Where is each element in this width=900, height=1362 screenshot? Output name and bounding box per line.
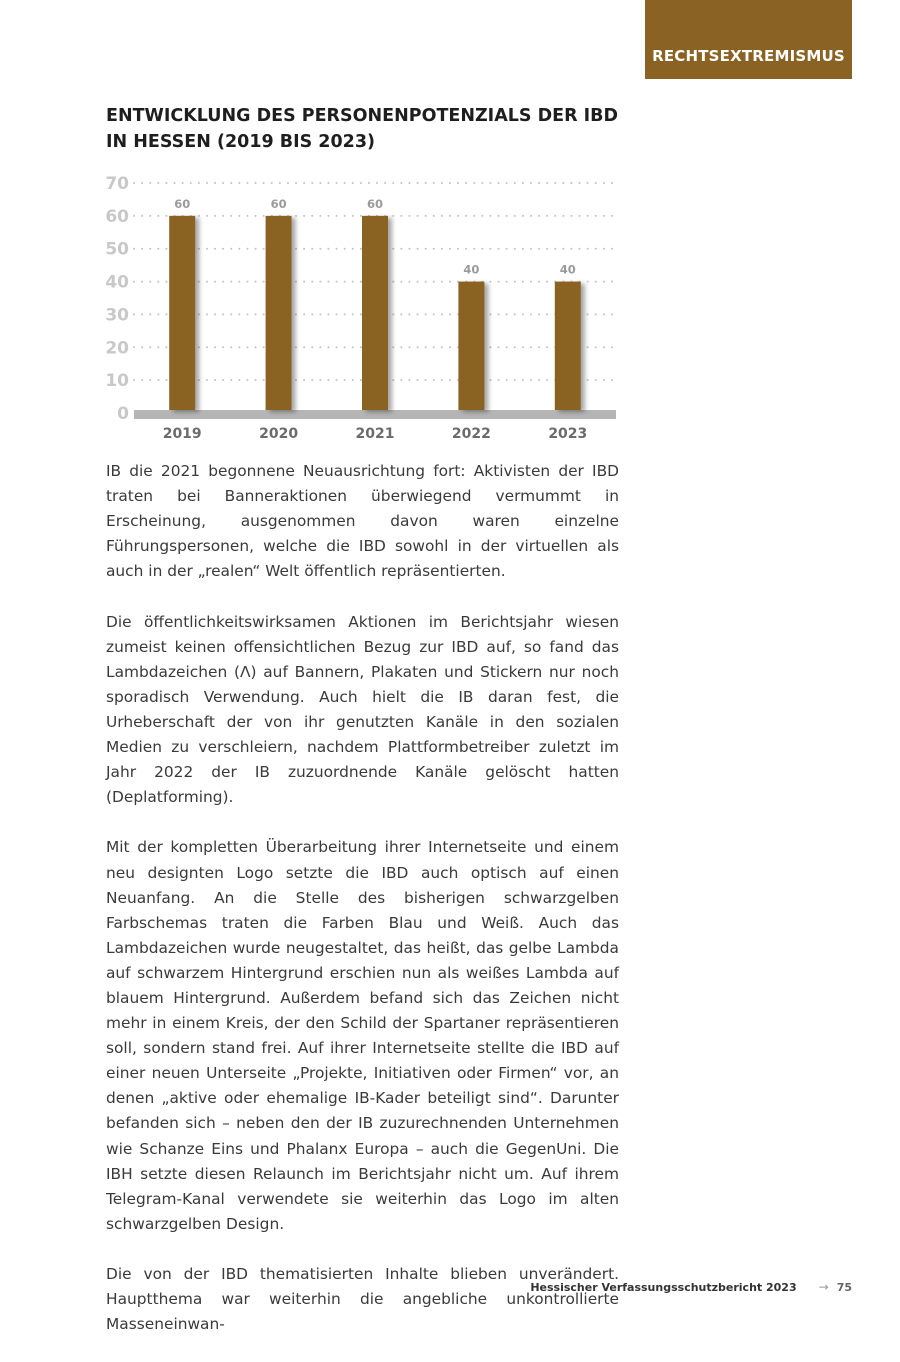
y-tick-label: 10 [105, 371, 129, 392]
publication-name: Hessischer Verfassungsschutzbericht 2023 [530, 1280, 797, 1294]
x-tick-label: 2019 [162, 426, 202, 442]
data-label: 40 [463, 262, 480, 277]
data-label: 60 [366, 196, 384, 211]
arrow-right-icon: → [818, 1280, 829, 1294]
paragraph-4: Die von der IBD thematisierten Inhalte blieben unverändert. Hauptthema war weiterhin die angebliche unkontrollierte Masseneinwan- [106, 1265, 619, 1334]
bar [555, 282, 581, 410]
bar [458, 282, 484, 410]
x-tick-label: 2022 [451, 426, 491, 442]
x-tick-label: 2021 [355, 426, 395, 442]
page-number: 75 [836, 1280, 852, 1294]
y-tick-label: 60 [105, 206, 129, 227]
paragraph-2: Die öffentlichkeitswirksamen Aktionen im Berichtsjahr wiesen zumeist keinen offensichtlichen Bezug zur IBD auf, so fand das Lambdazeichen (Λ) auf Bannern, Plakaten und Stickern nur noch sporadisch Verwendung. Auch hielt die IB daran fest, die Urheberschaft der von ihr genutzten Kanäle in den sozialen Medien zu verschleiern, nachdem Plattformbetreiber zuletzt im Jahr 2022 der IB zuzuordnende Kanäle gelöscht hatten (Deplatforming). [106, 612, 619, 807]
bar-chart [100, 168, 630, 453]
section-tab [645, 0, 852, 79]
y-tick-label: 70 [105, 174, 129, 194]
data-label: 60 [174, 196, 191, 211]
section-tab-label: RECHTSEXTREMISMUS [652, 47, 845, 65]
chart-title: ENTWICKLUNG DES PERSONENPOTENZIALS DER IBD IN HESSEN (2019 BIS 2023) [106, 106, 619, 152]
data-label: 60 [270, 196, 287, 211]
x-tick-label: 2023 [548, 426, 588, 442]
y-tick-label: 40 [105, 272, 129, 293]
data-label: 40 [559, 262, 576, 277]
body-text [106, 459, 619, 1362]
paragraph-1: IB die 2021 begonnene Neuausrichtung fort: Aktivisten der IBD traten bei Banneraktionen überwiegend vermummt in Erscheinung, ausgenommen davon waren einzelne Führungspersonen, welche die IBD sowohl in der virtuellen als auch in der „realen“ Welt öffentlich repräsentierten. [106, 462, 619, 581]
y-tick-label: 20 [105, 338, 129, 359]
bar [362, 216, 388, 410]
y-tick-label: 30 [105, 305, 129, 326]
y-tick-label: 0 [117, 404, 129, 424]
paragraph-3: Mit der kompletten Überarbeitung ihrer Internetseite und einem neu designten Logo setzte die IBD auch optisch auf einen Neuanfang. An die Stelle des bisherigen schwarzgelben Farbschemas traten die Farben Blau und Weiß. Auch das Lambdazeichen wurde neugestaltet, das heißt, das gelbe Lambda auf schwarzem Hintergrund erschien nun als weißes Lambda auf blauem Hintergrund. Außerdem befand sich das Zeichen nicht mehr in einem Kreis, der den Schild der Spartaner repräsentieren soll, sondern stand frei. Auf ihrer Internetseite stellte die IBD auf einer neuen Unterseite „Projekte, Initiativen oder Firmen“ vor, an denen „aktive oder ehemalige IB-Kader beteiligt sind“. Darunter befanden sich – neben den der IB zuzurechnenden Unternehmen wie Schanze Eins und Phalanx Europa – auch die GegenUni. Die IBH setzte diesen Relaunch im Berichtsjahr nicht um. Auf ihrem Telegram-Kanal verwendete sie weiterhin das Logo im alten schwarzgelben Design. [106, 838, 619, 1233]
x-tick-label: 2020 [259, 426, 299, 442]
x-axis-baseline [134, 410, 616, 419]
bar [266, 216, 292, 410]
bar [169, 216, 195, 410]
page-footer [530, 1280, 852, 1294]
y-tick-label: 50 [105, 239, 129, 260]
